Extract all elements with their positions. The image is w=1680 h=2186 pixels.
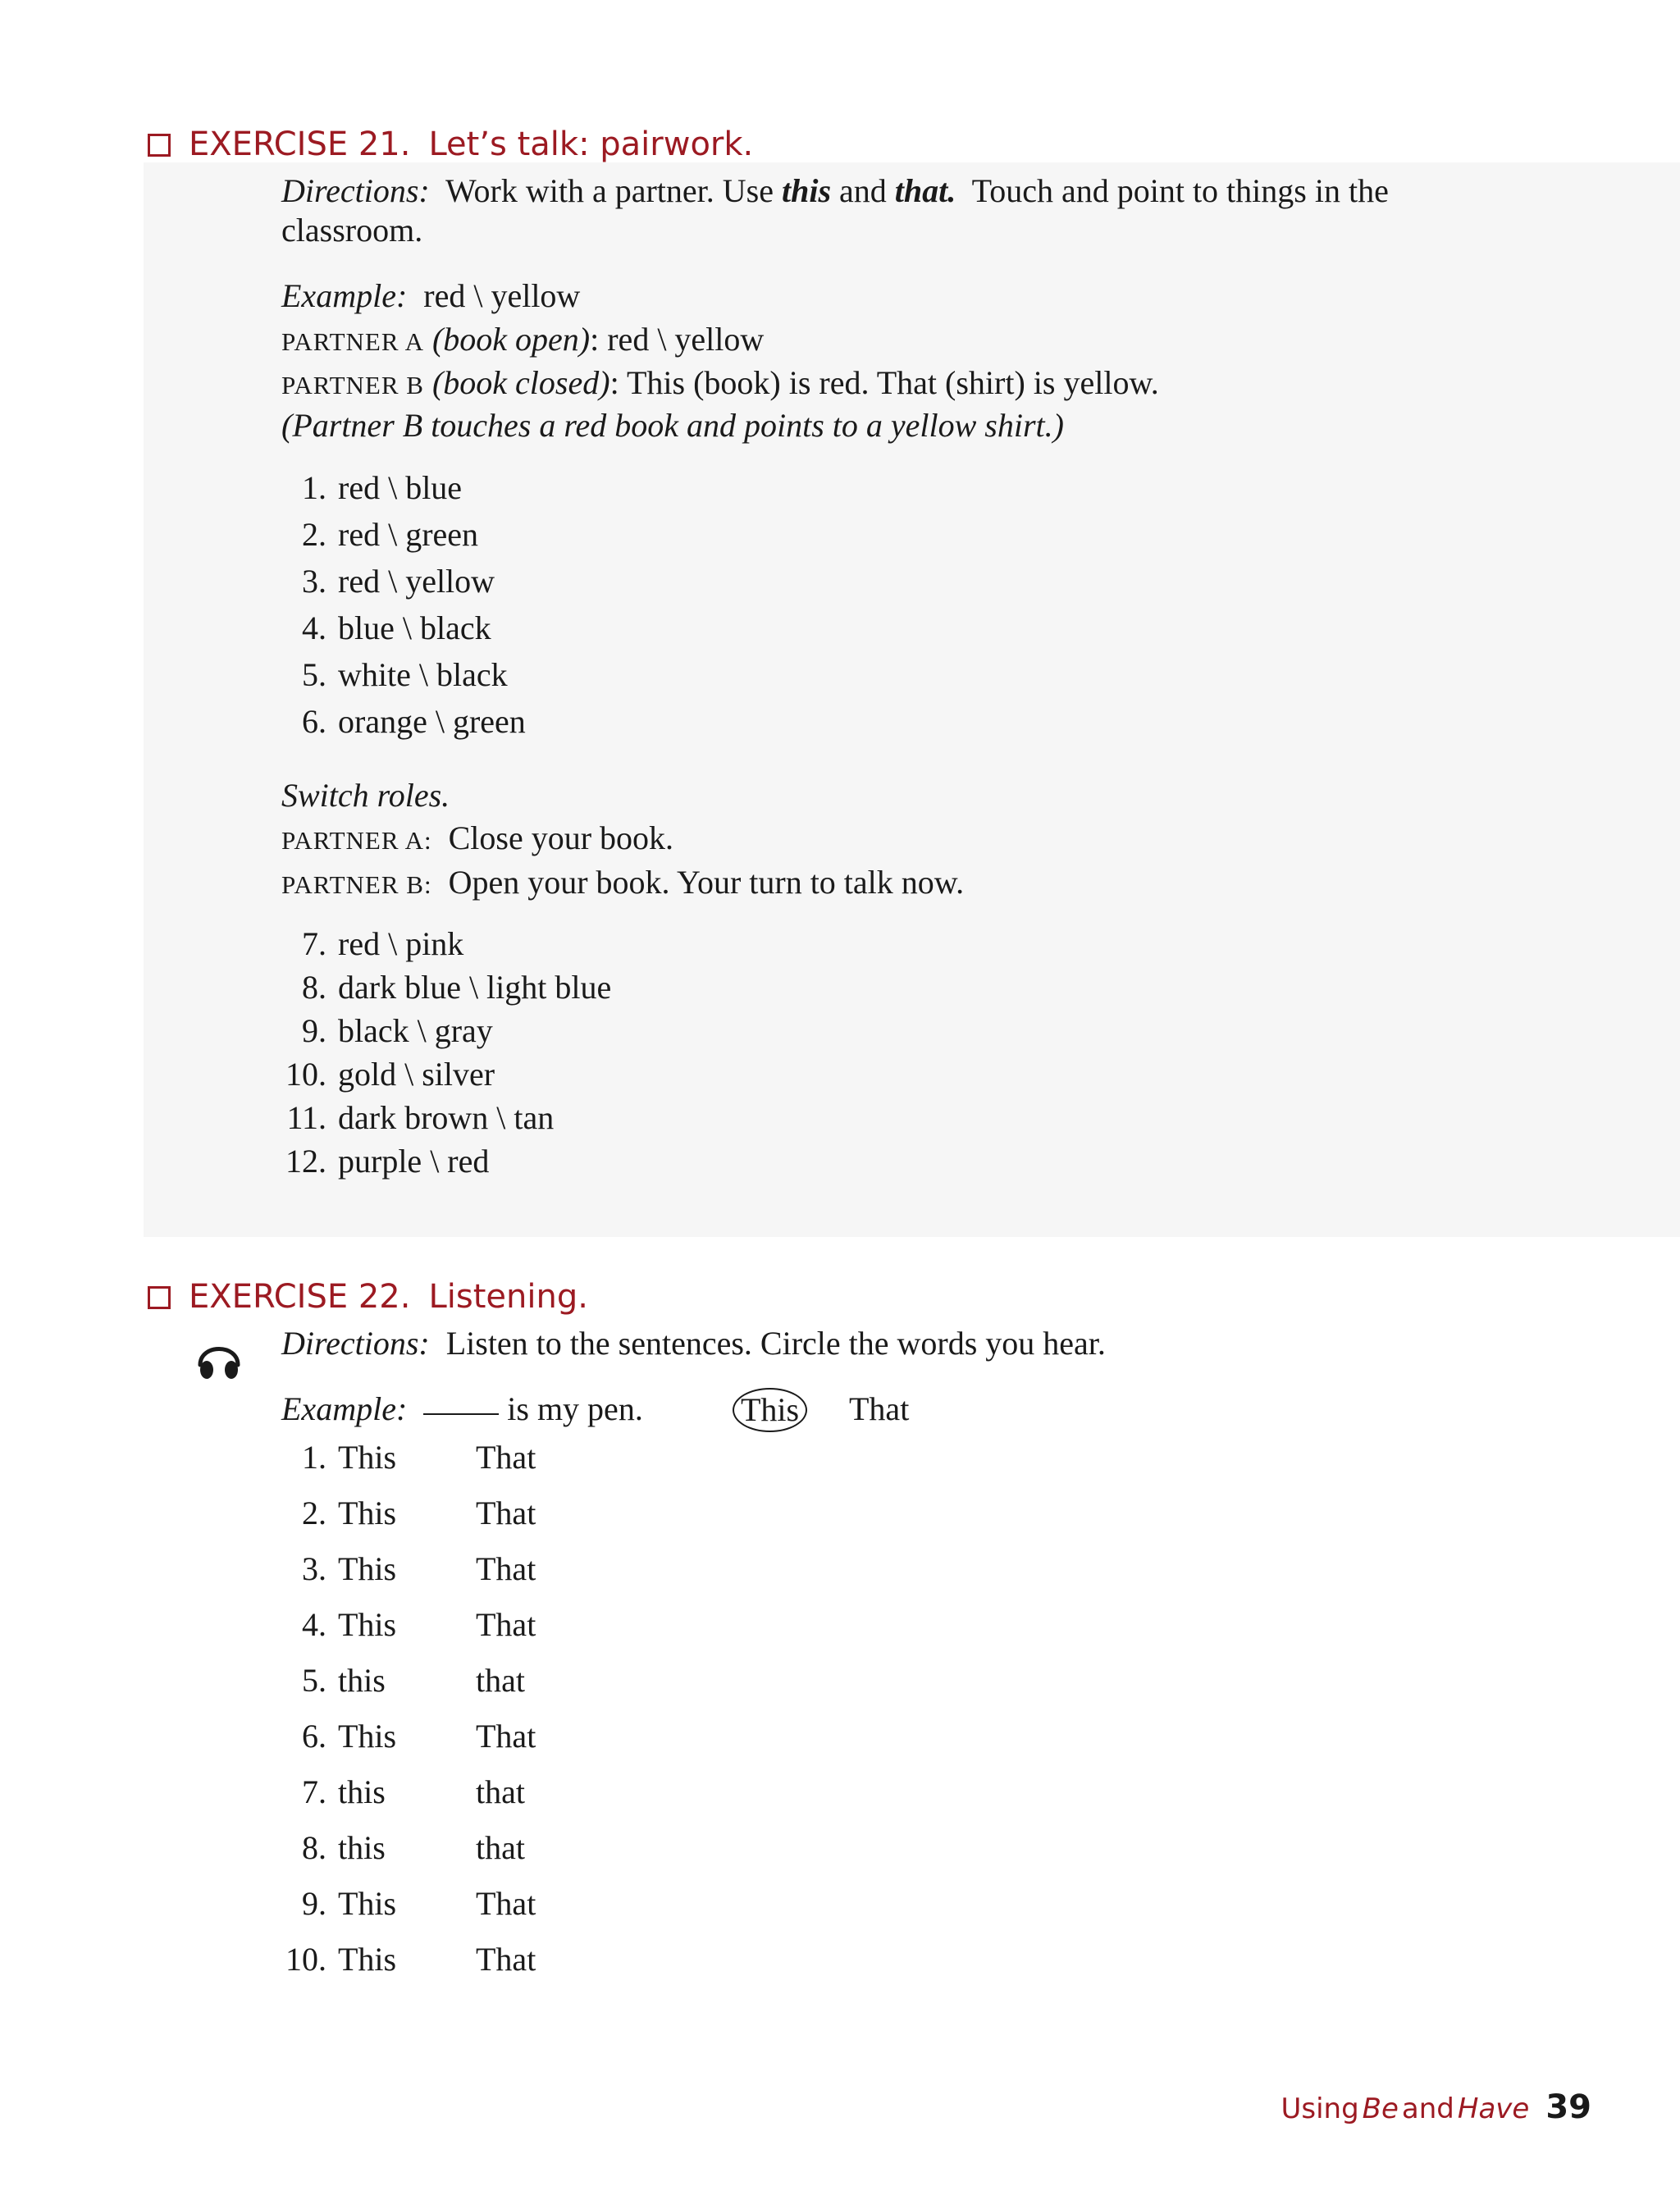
- item-number: 5.: [302, 1662, 326, 1699]
- choice-b[interactable]: That: [476, 1941, 536, 1978]
- item-text: orange \ green: [338, 703, 526, 740]
- list-item: [279, 924, 463, 964]
- list-item: [279, 562, 495, 601]
- list-item: [279, 1438, 536, 1477]
- item-text: white \ black: [338, 656, 508, 693]
- exercise-21-directions: [281, 171, 1389, 211]
- book-open-note: (book open): [431, 321, 591, 358]
- directions-text: Work with a partner. Use: [445, 172, 774, 209]
- exercise-22-number: EXERCISE 22.: [189, 1278, 411, 1316]
- example-label: Example:: [281, 277, 408, 314]
- page-footer: [1281, 2088, 1591, 2126]
- partner-b-line: [281, 363, 1159, 405]
- switch-partner-b: [281, 863, 964, 905]
- partner-a-label: PARTNER A: [281, 327, 424, 356]
- item-number: 10.: [285, 1941, 326, 1978]
- directions-text: Listen to the sentences. Circle the words you hear.: [445, 1325, 1106, 1362]
- checkbox-icon[interactable]: [148, 134, 171, 157]
- item-number: 3.: [302, 1550, 326, 1587]
- list-item: [279, 1661, 525, 1700]
- circled-this: This: [733, 1388, 807, 1432]
- choice-a[interactable]: This: [338, 1439, 397, 1476]
- list-item: [279, 1055, 495, 1094]
- item-number: 8.: [302, 1829, 326, 1866]
- item-text: purple \ red: [338, 1143, 490, 1180]
- choice-b[interactable]: that: [476, 1662, 525, 1699]
- item-text: black \ gray: [338, 1012, 493, 1049]
- switch-partner-b-label: PARTNER B:: [281, 870, 432, 899]
- partner-b-text: : This (book) is red. That (shirt) is yellow.: [609, 364, 1159, 401]
- exercise-22-example: [281, 1390, 643, 1429]
- choice-a[interactable]: this: [338, 1829, 386, 1866]
- headphones-icon: [195, 1334, 243, 1381]
- directions-text-2: Touch and point to things in the: [971, 172, 1389, 209]
- partner-a-text: : red \ yellow: [590, 321, 765, 358]
- switch-roles: Switch roles.: [281, 777, 450, 814]
- list-item: [279, 1940, 536, 1979]
- list-item: [279, 655, 508, 695]
- item-number: 2.: [302, 516, 326, 553]
- directions-and: and: [839, 172, 887, 209]
- choice-a[interactable]: This: [338, 1550, 397, 1587]
- exercise-22-directions: [281, 1324, 1106, 1363]
- item-number: 3.: [302, 563, 326, 600]
- item-text: red \ blue: [338, 469, 463, 506]
- list-item: [279, 702, 526, 742]
- exercise-22-title: Listening.: [428, 1278, 588, 1316]
- item-text: red \ green: [338, 516, 479, 553]
- item-number: 7.: [302, 925, 326, 962]
- choice-b[interactable]: That: [476, 1495, 536, 1531]
- item-text: dark brown \ tan: [338, 1099, 555, 1136]
- example-sentence: is my pen.: [507, 1390, 643, 1427]
- example-circled-answer: [733, 1388, 807, 1432]
- list-item: [279, 1884, 536, 1924]
- keyword-that: that.: [894, 172, 956, 209]
- directions-label: Directions:: [281, 172, 430, 209]
- item-text: red \ pink: [338, 925, 464, 962]
- partner-a-line: [281, 320, 764, 362]
- directions-label: Directions:: [281, 1325, 430, 1362]
- choice-b[interactable]: that: [476, 1829, 525, 1866]
- list-item: [279, 515, 478, 554]
- item-number: 9.: [302, 1885, 326, 1922]
- switch-partner-a-label: PARTNER A:: [281, 826, 432, 855]
- footer-have: Have: [1457, 2092, 1530, 2125]
- choice-b[interactable]: That: [476, 1606, 536, 1643]
- book-closed-note: (book closed): [431, 364, 610, 401]
- list-item: [279, 968, 611, 1007]
- list-item: [279, 1549, 536, 1589]
- choice-b[interactable]: that: [476, 1773, 525, 1810]
- choice-a[interactable]: This: [338, 1606, 397, 1643]
- item-number: 1.: [302, 469, 326, 506]
- page-number: 39: [1545, 2088, 1591, 2126]
- item-text: blue \ black: [338, 609, 491, 646]
- switch-partner-a-text: Close your book.: [448, 819, 674, 856]
- choice-a[interactable]: This: [338, 1495, 397, 1531]
- item-text: gold \ silver: [338, 1056, 495, 1093]
- item-number: 8.: [302, 969, 326, 1006]
- item-number: 1.: [302, 1439, 326, 1476]
- item-number: 12.: [285, 1143, 326, 1180]
- item-text: red \ yellow: [338, 563, 495, 600]
- choice-a[interactable]: This: [338, 1718, 397, 1755]
- item-number: 10.: [285, 1056, 326, 1093]
- list-item: [279, 1773, 525, 1812]
- choice-b[interactable]: That: [476, 1885, 536, 1922]
- exercise-21-number: EXERCISE 21.: [189, 126, 411, 163]
- choice-a[interactable]: This: [338, 1885, 397, 1922]
- example-other-choice: That: [849, 1390, 910, 1427]
- item-number: 2.: [302, 1495, 326, 1531]
- exercise-21-directions-cont: classroom.: [281, 212, 423, 249]
- item-number: 5.: [302, 656, 326, 693]
- list-item: [279, 1011, 493, 1051]
- item-number: 9.: [302, 1012, 326, 1049]
- checkbox-icon[interactable]: [148, 1286, 171, 1309]
- footer-using: Using: [1281, 2092, 1359, 2125]
- item-number: 6.: [302, 1718, 326, 1755]
- exercise-22-heading: [148, 1278, 588, 1316]
- item-number: 11.: [286, 1099, 326, 1136]
- example-value: red \ yellow: [423, 277, 581, 314]
- answer-blank: [423, 1413, 499, 1415]
- footer-be: Be: [1362, 2092, 1399, 2125]
- item-number: 6.: [302, 703, 326, 740]
- example-label: Example:: [281, 1390, 408, 1427]
- example-note: (Partner B touches a red book and points to a yellow shirt.): [281, 407, 1064, 444]
- choice-a[interactable]: this: [338, 1662, 386, 1699]
- list-item: [279, 468, 462, 508]
- list-item: [279, 1142, 489, 1181]
- switch-partner-b-text: Open your book. Your turn to talk now.: [448, 864, 965, 901]
- choice-a[interactable]: this: [338, 1773, 386, 1810]
- choice-b[interactable]: That: [476, 1718, 536, 1755]
- list-item: [279, 1828, 525, 1868]
- item-number: 7.: [302, 1773, 326, 1810]
- list-item: [279, 1717, 536, 1756]
- list-item: [279, 1098, 554, 1138]
- partner-b-label: PARTNER B: [281, 371, 424, 399]
- choice-a[interactable]: This: [338, 1941, 397, 1978]
- exercise-21-title: Let’s talk: pairwork.: [428, 126, 754, 163]
- switch-partner-a: [281, 819, 673, 860]
- footer-and: and: [1401, 2092, 1454, 2125]
- list-item: [279, 1605, 536, 1645]
- item-number: 4.: [302, 1606, 326, 1643]
- keyword-this: this: [781, 172, 832, 209]
- item-text: dark blue \ light blue: [338, 969, 612, 1006]
- choice-b[interactable]: That: [476, 1550, 536, 1587]
- exercise-21-example: [281, 276, 580, 316]
- choice-b[interactable]: That: [476, 1439, 536, 1476]
- list-item: [279, 1494, 536, 1533]
- list-item: [279, 609, 491, 648]
- item-number: 4.: [302, 609, 326, 646]
- exercise-21-heading: [148, 126, 753, 163]
